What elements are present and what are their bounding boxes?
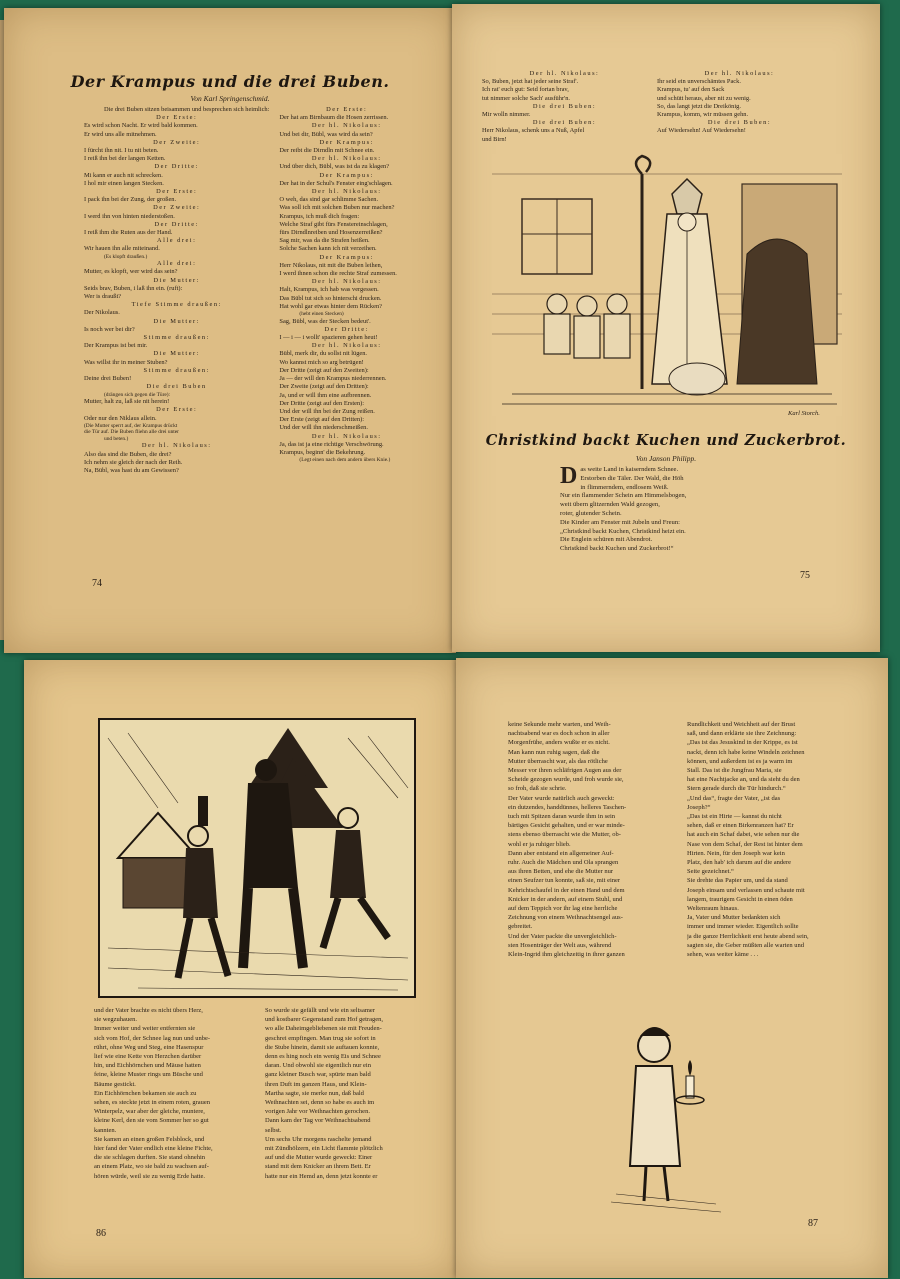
text-line: sie wegzuhauen.: [94, 1016, 137, 1024]
text-line: Zeichnung von einem Weihnachtsengel aus-: [508, 914, 623, 922]
text-line: können, und außerdem ist es ja warm im: [687, 757, 793, 765]
text-line: hat auch ein Schaf dabei, wie sehen nur die: [687, 831, 800, 839]
text-line: Die Englein schüren mit Abendrot.: [560, 536, 653, 544]
text-line: mit Zündhölzern, ein Licht flammte plötzlich: [265, 1145, 383, 1153]
text-line: Was willst ihr in meiner Stuben?: [84, 358, 168, 366]
speaker-label: Alle drei:: [157, 237, 197, 245]
text-line: Stern gerade durch die Tür hindurch.“: [687, 785, 786, 793]
text-line: Wer is draußt?: [84, 293, 122, 301]
text-line: tuch mit Spitzen daran wurde ihm in sein: [508, 813, 616, 821]
text-line: O weh, das sind gar schlimme Sachen.: [279, 196, 379, 204]
text-line: und der Vater brachte es nicht übers Herz,: [94, 1007, 203, 1014]
text-line: Der hat am Birnbaum die Hosen zerrissen.: [279, 114, 389, 122]
page-75: [452, 4, 880, 652]
nikolaus-illustration: [492, 154, 842, 416]
speaker-label: Alle drei:: [157, 260, 197, 268]
text-line: Krampus, tu' auf den Sack: [657, 86, 725, 94]
speaker-label: Stimme draußen:: [143, 366, 210, 374]
text-line: Der Dritte (zeigt auf den Zweiten):: [279, 366, 369, 374]
text-line: „Das ist ein Hirte — kannst du nicht: [687, 813, 782, 821]
page-number: 74: [92, 578, 102, 589]
text-line: hatte nur ein Hemd an, denn jetzt konnte er: [265, 1172, 378, 1180]
tree-carrying-drawing: [98, 718, 416, 998]
page-87: [456, 658, 888, 1278]
story-text: [94, 1006, 424, 1181]
right-column: [657, 70, 822, 144]
text-line: Seite gezeichnet.“: [687, 868, 734, 876]
text-line: Oder nur den Niklaus allein.: [84, 414, 157, 422]
text-line: Ja, und er will ihm eine aufbrennen.: [279, 391, 372, 399]
text-line: I werd ihn von hinten niederstoßen.: [84, 212, 175, 220]
text-line: nachtsabend war es doch schon in aller: [508, 730, 610, 738]
text-line: Knicker in der andern, auf einem Stuhl, und: [508, 895, 623, 903]
child-candle-drawing: [606, 1016, 736, 1216]
text-line: Mutter überrascht war, als das rötliche: [508, 757, 608, 765]
text-line: stens ebenso überrascht wie die Mutter, ob-: [508, 831, 621, 839]
text-line: so froh, daß sie schrie.: [508, 785, 567, 793]
text-line: lief wie eine Kette von Herzchen darüber: [94, 1053, 202, 1061]
text-line: Herr Nikolaus, schenk uns a Nuß, Apfel: [482, 127, 585, 135]
text-line: Na, Bübl, was hast du am Gewissen?: [84, 467, 179, 475]
artist-signature: Karl Storch.: [788, 410, 820, 417]
text-line: Mutter, halt zu, laß sie nit herein!: [84, 398, 170, 406]
text-line: I werd ihnen schon die rechte Straf zumessen.: [279, 270, 397, 278]
text-line: kannten.: [94, 1126, 117, 1134]
text-line: Und der Vater packte die unvergleichlich-: [508, 932, 617, 940]
text-line: „Und das“, fragte der Vater, „ist das: [687, 794, 781, 802]
text-line: Sie kamen an einen großen Felsblock, und: [94, 1135, 205, 1143]
text-line: Rundlichkeit und Weichheit auf der Brust: [687, 721, 796, 728]
text-line: I pack ihn bei der Zung, der großen.: [84, 196, 177, 204]
speaker-label: Der Erste:: [156, 188, 198, 196]
speaker-label: Der Krampus:: [319, 138, 374, 146]
text-line: Halt, Krampus, ich hab was vergessen.: [279, 286, 379, 294]
speaker-label: Der hl. Nikolaus:: [311, 122, 382, 130]
text-line: Hat wohl gar etwas hinter dem Rücken?: [279, 302, 382, 310]
text-line: Dann kam der Tag vor Weihnachtsabend: [265, 1117, 371, 1125]
text-line: Scheide gezogen wurde, und froh wurde sie,: [508, 776, 624, 784]
text-line: fürs Dirndlnreiben und Hosenzerreißen?: [279, 229, 383, 237]
text-line: langem, traurigem Gesicht in einen öden: [687, 895, 793, 903]
left-column: [482, 70, 647, 144]
text-line: ihren Duft im ganzen Haus, und Klein-: [265, 1080, 367, 1088]
speaker-label: Stimme draußen:: [143, 334, 210, 342]
text-line: Wir hauen ihn alle miteinand.: [84, 245, 160, 253]
speaker-label: Der hl. Nikolaus:: [311, 155, 382, 163]
text-line: Was soll ich mit solchen Buben nur machen?: [279, 204, 395, 212]
text-line: Es wird schon Nacht. Er wird bald kommen.: [84, 122, 198, 130]
text-line: Morgenfrühe, anders wußte er es nicht.: [508, 739, 610, 747]
text-line: Ein Eichhörnchen bekamen sie auch zu: [94, 1089, 197, 1097]
text-line: Um sechs Uhr morgens raschelte jemand: [265, 1135, 372, 1143]
text-line: sehen, es steckte jetzt in einem roten, grauen: [94, 1099, 211, 1107]
stage-direction: (Es klopft draußen.): [104, 253, 148, 260]
text-line: Christkind backt Kuchen und Zuckerbrot!“: [560, 545, 674, 553]
text-line: Das Bübl tut sich so hinterschi drucken.: [279, 294, 382, 302]
text-line: sehen, was weiter käme . . .: [687, 951, 759, 959]
text-line: Die drei Buben sitzen beisammen und besprechen sich heimlich:: [104, 106, 270, 113]
text-line: I hol mir einen langen Stecken.: [84, 179, 164, 187]
text-line: an einem Platz, wo sie bald zu wachsen auf-: [94, 1163, 209, 1171]
speaker-label: Die drei Buben: [146, 383, 207, 391]
text-line: I reiß ihm die Ruten aus der Hand.: [84, 229, 173, 237]
text-line: gebreitet.: [508, 923, 533, 931]
page-number: 75: [800, 570, 810, 581]
text-line: ein dutzendes, handdünnes, helleres Taschen-: [508, 803, 627, 811]
text-line: stand mit dem Knicker an ihrem Bett. Er: [265, 1163, 371, 1171]
text-line: Und der will ihn bei der Zung reißen.: [279, 407, 375, 415]
text-line: Deine drei Buben!: [84, 375, 132, 383]
speaker-label: Die drei Buben:: [532, 119, 597, 127]
text-line: Auf Wiedersehn! Auf Wiedersehn!: [657, 127, 746, 135]
text-line: die Stube hinein, damit sie auftauen konnte,: [265, 1043, 380, 1051]
text-line: Der Nikolaus.: [84, 309, 120, 317]
text-line: Weihnachten sei, denn so habe es auch im: [265, 1099, 375, 1107]
play-text-end: [482, 70, 822, 144]
speaker-label: Die drei Buben:: [707, 119, 772, 127]
text-line: auf dem Teppich vor ihr lag eine herrliche: [508, 905, 618, 913]
text-line: hin, und Eichhörnchen und Mäuse hatten: [94, 1062, 201, 1070]
text-line: Der Vater wurde natürlich auch geweckt:: [508, 794, 615, 802]
speaker-label: Der Erste:: [156, 114, 198, 122]
text-line: Martha sagte, sie merke nun, daß bald: [265, 1089, 364, 1097]
byline: Von Karl Springenschmid.: [190, 94, 270, 103]
speaker-label: Die Mutter:: [153, 276, 200, 284]
speaker-label: Der hl. Nikolaus:: [529, 70, 600, 77]
text-line: Wo kannst mich so arg betrügen!: [279, 358, 364, 366]
drop-cap: D: [560, 463, 578, 489]
stage-direction: die Tür auf. Die Buben fliehn alle drei unter: [84, 429, 179, 436]
text-line: Kehrichtschaufel in der einen Hand und dem: [508, 886, 625, 894]
poem-lines: [560, 463, 810, 554]
text-line: Bäume gestickt.: [94, 1080, 136, 1088]
speaker-label: Die drei Buben:: [532, 102, 597, 110]
text-line: ganz kleiner Busch war, spürte man bald: [265, 1071, 371, 1079]
text-line: Stall. Das ist die Jungfrau Maria, sie: [687, 767, 782, 775]
text-line: Mi kann er auch nit schrecken.: [84, 171, 163, 179]
text-line: Man kann nun ruhig sagen, daß die: [508, 748, 600, 756]
text-line: So wurde sie gefällt und wie ein seltsamer: [265, 1007, 375, 1014]
stage-direction: und beten.): [104, 435, 129, 442]
left-column: [84, 106, 269, 475]
christmas-tree-illustration: [98, 718, 416, 998]
stage-direction: (Die Mutter sperrt auf, der Krampus drückt: [84, 422, 178, 429]
text-line: Mir wolln nimmer.: [482, 111, 531, 119]
text-line: wohl er ja ruhiger blieb.: [508, 840, 571, 848]
text-line: nackt, denn ich habe keine Windeln zeichnen: [687, 748, 805, 756]
text-line: Ich rat' euch gut: Seid fortan brav,: [482, 86, 569, 94]
play-text: [84, 106, 414, 475]
text-line: Hirten. Nein, für den Joseph war kein: [687, 849, 785, 857]
text-line: Der Krampus ist bei mir.: [84, 342, 148, 350]
speaker-label: Der hl. Nikolaus:: [311, 188, 382, 196]
text-line: Ihr seid ein unverschämtes Pack.: [657, 78, 741, 86]
speaker-label: Der Zweite:: [153, 138, 201, 146]
text-line: keine Sekunde mehr warten, und Weih-: [508, 721, 611, 728]
speaker-label: Der hl. Nikolaus:: [311, 342, 382, 350]
text-line: bärtiges Gesicht gehalten, und er war minde-: [508, 822, 625, 830]
text-line: weit übern glitzernden Wald gezogen,: [560, 501, 660, 509]
text-line: Joseph?“: [687, 803, 711, 811]
text-line: Erstorben die Täler. Der Wald, die Höh: [580, 474, 684, 482]
text-line: sehen, daß er einen Birkenranzen hat? Er: [687, 822, 794, 830]
text-line: daran. Und obwohl sie eigentlich nur ein: [265, 1062, 371, 1070]
left-column: [94, 1006, 253, 1181]
text-line: saß, und dann erklärte sie ihre Zeichnung:: [687, 730, 797, 738]
text-line: Krampus, ich muß dich fragen:: [279, 212, 360, 220]
speaker-label: Der Dritte:: [324, 325, 369, 333]
text-line: Der Zweite (zeigt auf den Dritten):: [279, 383, 369, 391]
text-line: Klein-Ingrid ihm gleichzeitig in ihrer ganzen: [508, 951, 625, 959]
text-line: Ja, Vater und Mutter bedankten sich: [687, 914, 781, 922]
text-line: Sag mir, was da die Strafen heißen.: [279, 237, 370, 245]
text-line: So, das langt jetzt die Dreikönig.: [657, 102, 741, 110]
text-line: „Christkind backt Kuchen, Christkind heizt ein.: [560, 527, 686, 535]
text-line: die sie schlagen durften. Sie stand ohnehin: [94, 1154, 206, 1162]
text-line: immer und immer wieder. Eigentlich sollte: [687, 923, 799, 931]
speaker-label: Die Mutter:: [153, 317, 200, 325]
speaker-label: Der hl. Nikolaus:: [311, 432, 382, 440]
speaker-label: Der Krampus:: [319, 253, 374, 261]
speaker-label: Der hl. Nikolaus:: [141, 442, 212, 450]
text-line: auf und die Mutter wurde geweckt: Einer: [265, 1154, 373, 1162]
text-line: Solche Sachen kann ich nit verzeihen.: [279, 245, 377, 253]
text-line: Der hat in der Schul's Fenster eing'schlagen.: [279, 179, 393, 187]
page-number: 87: [808, 1218, 818, 1229]
text-line: „Das ist das Jesuskind in der Krippe, es ist: [687, 739, 798, 747]
text-line: geschrei empfingen. Man trug sie sofort in: [265, 1034, 376, 1042]
child-with-candle-illustration: [606, 1016, 736, 1216]
right-column: [687, 720, 854, 959]
text-line: in flimmerndem, endlosem Weiß.: [580, 483, 669, 491]
page-number: 86: [96, 1228, 106, 1239]
text-line: Mutter, es klopft, wer wird das sein?: [84, 268, 178, 276]
text-line: Und der will ihn niederschmeißen.: [279, 424, 368, 432]
text-line: selbst.: [265, 1126, 282, 1134]
text-line: Also das sind die Buben, die drei?: [84, 450, 172, 458]
poem-text: [560, 463, 810, 554]
speaker-label: Der Erste:: [326, 106, 368, 113]
text-line: ruhr. Auch die Mädchen und Ola sprangen: [508, 859, 619, 867]
text-line: Bübl, merk dir, du sollst nit lügen.: [279, 350, 368, 358]
text-line: Der Dritte (zeigt auf den Ersten):: [279, 399, 365, 407]
text-line: I reiß ihn bei der langen Ketten.: [84, 155, 166, 163]
text-line: Ich nehm sie gleich der nach der Reih.: [84, 458, 183, 466]
text-line: I fürcht ihn nit. I tu nit beten.: [84, 147, 159, 155]
left-column: [508, 720, 675, 959]
text-line: Immer weiter und weiter entfernten sie: [94, 1025, 196, 1033]
text-line: sagten sie, die Geber müßten alle warten und: [687, 941, 804, 949]
text-line: Winterpelz, war aber der gleiche, muntere,: [94, 1108, 205, 1116]
text-line: Sie drehte das Papier um, und da stand: [687, 877, 788, 885]
nikolaus-drawing: [492, 154, 842, 416]
text-line: as weite Land in kaiserndem Schnee.: [580, 466, 679, 473]
page-title: Der Krampus und die drei Buben.: [70, 72, 390, 91]
text-line: feine, kleine Muster rings um Büsche und: [94, 1071, 203, 1079]
text-line: Und über dich, Bübl, was ist da zu klagen?: [279, 163, 390, 171]
text-line: kleine Kerl, den sie vom Sommer her so gut: [94, 1117, 209, 1125]
text-line: und kostbarer Gegenstand zum Hof getragen,: [265, 1016, 384, 1024]
speaker-label: Der Dritte:: [154, 163, 199, 171]
page-74: [4, 8, 456, 653]
text-line: Nur ein flammender Schein am Himmelsbogen,: [560, 492, 687, 500]
text-line: Er wird uns alle mitnehmen.: [84, 130, 157, 138]
right-column: [265, 1006, 424, 1181]
speaker-label: Der Erste:: [156, 406, 198, 414]
text-line: Krampus, komm, wir müssen gehn.: [657, 111, 749, 119]
stage-direction: (hebt einen Stecken): [299, 311, 344, 318]
text-line: Seids brav, Buben, i laß ihn ein. (ruft):: [84, 284, 183, 292]
text-line: sten Hosenträger der Welt aus, während: [508, 941, 612, 949]
text-line: roter, glutender Schein.: [560, 509, 622, 517]
text-line: einen Seufzer tun konnte, saß sie, mit einer: [508, 877, 621, 885]
speaker-label: Der Dritte:: [154, 220, 199, 228]
text-line: Ja, das ist ja eine richtige Verschwörung.: [279, 440, 384, 448]
page-86: [24, 660, 458, 1278]
text-line: wo alle Daheimgebliebenen sie mit Freuden-: [265, 1025, 382, 1033]
text-line: und Birn!: [482, 135, 507, 143]
text-line: Und bei dir, Bübl, was wird da sein?: [279, 130, 373, 138]
right-column: [279, 106, 414, 475]
stage-direction: (Legt einen nach dem andern übers Knie.): [299, 457, 391, 464]
text-line: I — i — i wollt' spazieren gehen heut!: [279, 334, 378, 342]
text-line: Sag, Bübl, was der Stecken bedeut'.: [279, 317, 371, 325]
text-line: rührt, ohne Weg und Steg, eine Hasenspur: [94, 1043, 204, 1051]
text-line: Ja — der will den Krampus niederrennen.: [279, 375, 387, 383]
poem-title: Christkind backt Kuchen und Zuckerbrot.: [485, 432, 847, 449]
text-line: ja die ganze Herrlichkeit erst heute abend sein,: [687, 932, 809, 940]
text-line: Is noch wer bei dir?: [84, 325, 135, 333]
text-line: Die Kinder am Fenster mit Jubeln und Freun:: [560, 518, 680, 526]
stage-direction: (drängen sich gegen die Türe):: [104, 391, 171, 398]
text-line: vorigen Jahr vor Weihnachten gerochen.: [265, 1108, 370, 1116]
text-line: Der Erste (zeigt auf den Dritten):: [279, 416, 365, 424]
text-line: sich vom Hof, der Schnee lag nun und unbe-: [94, 1034, 211, 1042]
speaker-label: Der Krampus:: [319, 171, 374, 179]
text-line: Dann aber entstand ein allgemeiner Auf-: [508, 849, 614, 857]
text-line: aus ihren Betten, und ehe die Mutter nur: [508, 868, 614, 876]
speaker-label: Der Zweite:: [153, 204, 201, 212]
text-line: Der reibt die Dirndln mit Schnee ein.: [279, 147, 375, 155]
text-line: Platz, den hab' ich darum auf die andere: [687, 859, 792, 867]
text-line: tut nimmer solche Sach' ausführ'n.: [482, 94, 571, 102]
speaker-label: Tiefe Stimme draußen:: [131, 301, 222, 309]
speaker-label: Der hl. Nikolaus:: [704, 70, 775, 77]
text-line: hat eine Nachtjacke an, und da sieht du den: [687, 776, 800, 784]
text-line: Weltenraum hinaus.: [687, 905, 739, 913]
speaker-label: Die Mutter:: [153, 350, 200, 358]
text-line: Welche Straf gibt fürs Fenstereinschlagen,: [279, 220, 388, 228]
speaker-label: Der hl. Nikolaus:: [311, 278, 382, 286]
text-line: Joseph einsam und verlassen und schaute mit: [687, 886, 805, 894]
text-line: Messer vor ihren schläfrigen Augen aus der: [508, 767, 622, 775]
text-line: denn es hing noch ein wenig Eis und Schnee: [265, 1053, 381, 1061]
text-line: Krampus, beginn' die Bekehrung.: [279, 448, 366, 456]
text-line: und schütt heraus, aber nit zu wenig.: [657, 94, 751, 102]
story-text: [508, 720, 854, 959]
poem-byline: Von Janson Philipp.: [635, 454, 697, 463]
text-line: Nase von dem Schaf, der Rest ist hinter dem: [687, 840, 803, 848]
text-line: hier fand der Vater endlich eine kleine Fichte,: [94, 1145, 213, 1153]
text-line: So, Buben, jetzt hat jeder seine Straf'.: [482, 78, 579, 86]
text-line: hören würde, weil sie zu wenig Erde hatte.: [94, 1172, 206, 1180]
text-line: Herr Nikolaus, nit mit die Buben leihen,: [279, 261, 383, 269]
